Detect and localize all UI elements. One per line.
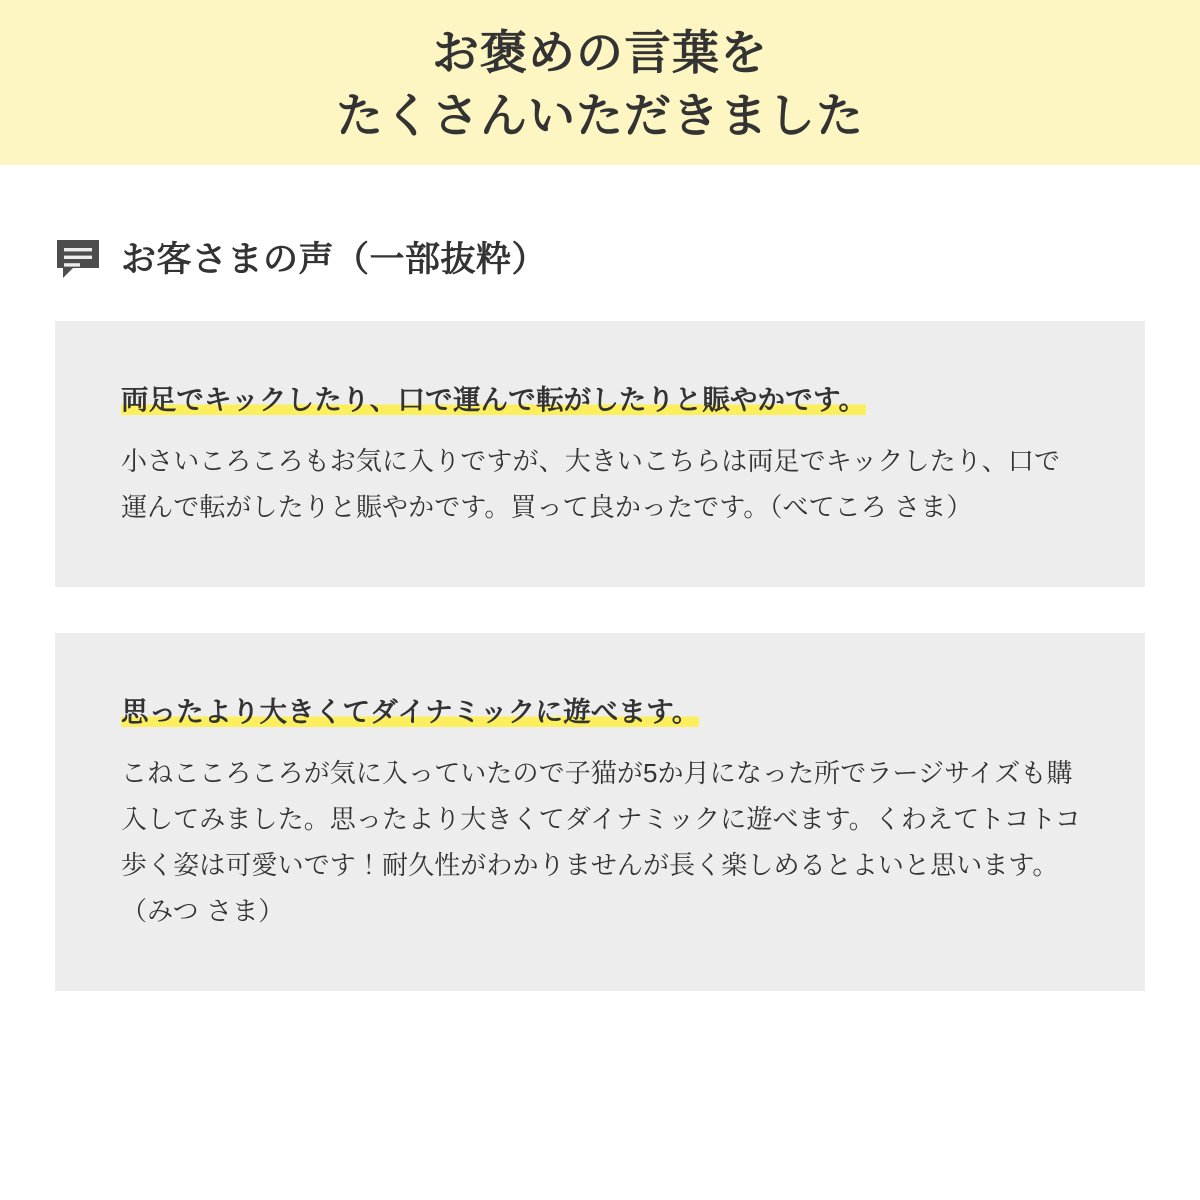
hero-title-line-1: お褒めの言葉を: [432, 25, 768, 79]
review-card: [55, 633, 1145, 991]
review-body-text: 小さいころころもお気に入りですが、大きいこちらは両足でキックしたり、口で運んで転がしたりと賑やかです。買って良かったです。（べてころ さま）: [121, 446, 1061, 523]
hero-title-line-2: たくさんいただきました: [336, 88, 864, 142]
review-body: [121, 438, 1085, 531]
section-header: [55, 238, 1200, 280]
speech-bubble-icon: [55, 238, 101, 280]
review-title: 両足でキックしたり、口で運んで転がしたりと賑やかです。: [121, 384, 867, 415]
review-title: 思ったより大きくてダイナミックに遊べます。: [121, 695, 700, 727]
review-title-wrap: [121, 383, 1085, 416]
review-title-wrap: [121, 695, 1085, 728]
review-body-text: こねこころころが気に入っていたので子猫が5か月になった所でラージサイズも購入してみました。思ったより大きくてダイナミックに遊べます。くわえてトコトコ歩く姿は可愛いです！耐久性がわかりませんが長く楽しめるとよいと思います。（みつ さま）: [121, 757, 1081, 927]
reviews-list: [0, 321, 1200, 991]
hero-banner: [0, 0, 1200, 165]
review-body: [121, 750, 1085, 935]
review-card: [55, 321, 1145, 587]
section-title: お客さまの声（一部抜粋）: [121, 239, 548, 279]
